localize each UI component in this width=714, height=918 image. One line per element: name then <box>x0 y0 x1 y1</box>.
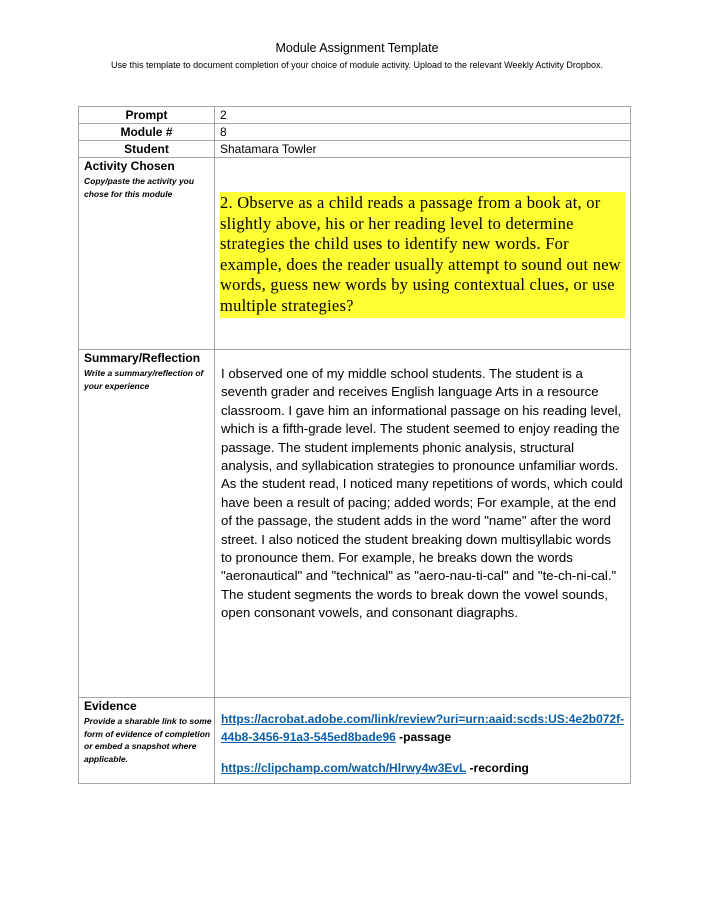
prompt-value: 2 <box>215 107 631 124</box>
document-subtitle: Use this template to document completion of your choice of module activity. Upload to the relevant Weekly Activity Dropbox. <box>111 60 603 70</box>
recording-link[interactable]: https://clipchamp.com/watch/Hlrwy4w3EvL <box>221 761 467 775</box>
evidence-spacer <box>221 746 626 760</box>
activity-label-cell <box>79 158 215 350</box>
activity-label: Activity Chosen <box>84 159 175 173</box>
evidence-hint: Provide a sharable link to some form of evidence of completion or embed a snapshot where applicable. <box>84 716 212 764</box>
activity-text: 2. Observe as a child reads a passage from a book at, or slightly above, his or her reading level to determine strategies the child uses to identify new words. For example, does the reader usually attempt to sound out new words, guess new words by using contextual clues, or use multiple strategies? <box>220 192 625 318</box>
prompt-row <box>79 107 631 124</box>
evidence-value-cell <box>215 698 631 784</box>
module-label: Module # <box>79 124 215 141</box>
evidence-label: Evidence <box>84 699 137 713</box>
activity-hint: Copy/paste the activity you chose for this module <box>84 176 195 199</box>
summary-value-cell <box>215 350 631 698</box>
activity-row <box>79 158 631 350</box>
document-title: Module Assignment Template <box>275 41 439 55</box>
evidence-item-passage <box>221 711 626 746</box>
passage-link[interactable]: https://acrobat.adobe.com/link/review?uri=urn:aaid:scds:US:4e2b072f-44b8-3456-91a3-545ed8bade96 <box>221 712 625 744</box>
module-value: 8 <box>215 124 631 141</box>
prompt-label: Prompt <box>79 107 215 124</box>
evidence-label-cell <box>79 698 215 784</box>
activity-value-cell <box>215 158 631 350</box>
student-label: Student <box>79 141 215 158</box>
evidence-links <box>221 711 626 778</box>
evidence-row <box>79 698 631 784</box>
summary-text: I observed one of my middle school students. The student is a seventh grader and receives English language Arts in a resource classroom. I gave him an informational passage on his reading level, which is a fifth-grade level. The student seemed to enjoy reading the passage. The student implements phonic analysis, structural analysis, and syllabication strategies to pronounce unfamiliar words. As the student read, I noticed many repetitions of words, which could have been a result of pacing; added words; For example, at the end of the passage, the student adds in the word "name" after the word street. I also noticed the student breaking down multisyllabic words to pronounce them. For example, he breaks down the words "aeronautical" and "technical" as "aero-nau-ti-cal" and "te-ch-ni-cal." The student segments the words to break down the vowel sounds, open consonant vowels, and consonant diagraphs. <box>221 366 623 621</box>
summary-hint: Write a summary/reflection of your experience <box>84 368 204 391</box>
recording-link-suffix: -recording <box>466 761 529 775</box>
evidence-item-recording <box>221 760 626 778</box>
student-row <box>79 141 631 158</box>
summary-label-cell <box>79 350 215 698</box>
student-value: Shatamara Towler <box>215 141 631 158</box>
assignment-table <box>78 106 631 784</box>
module-row <box>79 124 631 141</box>
summary-label: Summary/Reflection <box>84 351 201 365</box>
passage-link-suffix: -passage <box>395 729 452 744</box>
summary-row <box>79 350 631 698</box>
